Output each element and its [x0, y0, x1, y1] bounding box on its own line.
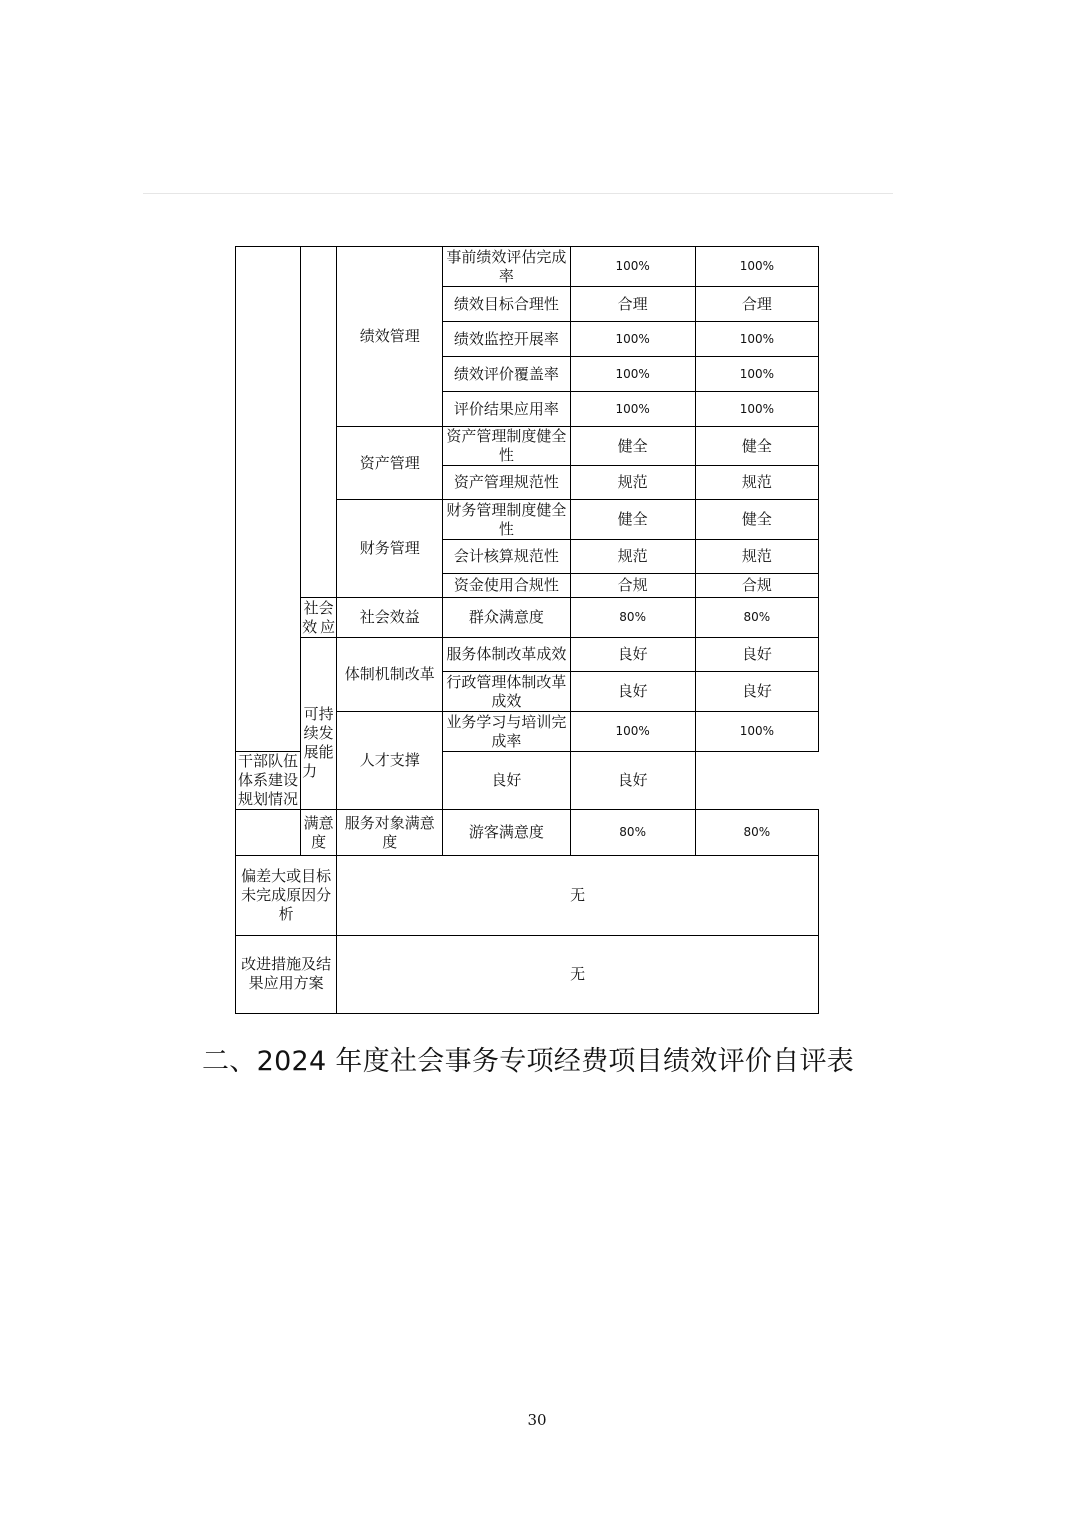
target-value-cell: 80% — [570, 810, 695, 856]
group-social-effect: 社会效应 — [302, 598, 336, 636]
actual-value-cell: 100% — [695, 357, 818, 392]
indicator-cell: 游客满意度 — [443, 810, 570, 856]
target-value-cell: 100% — [570, 247, 695, 287]
target-value-cell: 良好 — [570, 638, 695, 672]
table-row — [236, 598, 819, 638]
actual-value-cell: 合规 — [695, 574, 818, 598]
page-number: 30 — [527, 1411, 547, 1429]
indicator-cell: 资产管理规范性 — [443, 466, 570, 500]
actual-value-cell: 良好 — [570, 752, 695, 810]
actual-value-cell: 规范 — [695, 466, 818, 500]
actual-value-cell: 80% — [695, 598, 818, 638]
indicator-cell: 绩效监控开展率 — [443, 322, 570, 357]
page-top-divider — [143, 193, 893, 194]
target-value-cell: 健全 — [570, 427, 695, 466]
actual-value-cell: 良好 — [695, 638, 818, 672]
category-finance-management: 财务管理 — [337, 500, 443, 598]
target-value-cell: 100% — [570, 712, 695, 752]
target-value-cell: 100% — [570, 392, 695, 427]
group-sustainable-development: 可持续发展能力 — [301, 638, 337, 810]
improvement-plan-label: 改进措施及结果应用方案 — [236, 936, 337, 1014]
actual-value-cell: 100% — [695, 247, 818, 287]
actual-value-cell: 100% — [695, 322, 818, 357]
actual-value-cell: 良好 — [695, 672, 818, 712]
target-value-cell: 100% — [570, 357, 695, 392]
blank-satisfaction-cell — [236, 810, 301, 856]
indicator-cell: 财务管理制度健全性 — [443, 500, 570, 540]
category-social-benefit: 社会效益 — [337, 598, 443, 638]
target-value-cell: 100% — [570, 322, 695, 357]
deviation-analysis-row — [236, 856, 819, 936]
section-title: 二、2024 年度社会事务专项经费项目绩效评价自评表 — [202, 1046, 855, 1077]
indicator-cell: 服务体制改革成效 — [443, 638, 570, 672]
indicator-cell: 绩效评价覆盖率 — [443, 357, 570, 392]
target-value-cell: 规范 — [570, 540, 695, 574]
performance-evaluation-table — [235, 246, 819, 1014]
improvement-plan-value: 无 — [337, 936, 819, 1014]
actual-value-cell: 80% — [695, 810, 818, 856]
target-value-cell: 规范 — [570, 466, 695, 500]
category-institution-reform: 体制机制改革 — [337, 638, 443, 712]
indicator-cell: 行政管理体制改革成效 — [443, 672, 570, 712]
indicator-cell: 会计核算规范性 — [443, 540, 570, 574]
target-value-cell: 良好 — [443, 752, 570, 810]
actual-value-cell: 健全 — [695, 427, 818, 466]
indicator-cell: 群众满意度 — [443, 598, 570, 638]
target-value-cell: 健全 — [570, 500, 695, 540]
indicator-cell: 资金使用合规性 — [443, 574, 570, 598]
blank-level1-cell — [236, 247, 301, 752]
target-value-cell: 80% — [570, 598, 695, 638]
indicator-cell: 干部队伍体系建设规划情况 — [236, 752, 301, 810]
target-value-cell: 合规 — [570, 574, 695, 598]
table-row — [236, 247, 819, 287]
category-talent-support: 人才支撑 — [337, 712, 443, 810]
actual-value-cell: 健全 — [695, 500, 818, 540]
deviation-analysis-value: 无 — [337, 856, 819, 936]
indicator-cell: 评价结果应用率 — [443, 392, 570, 427]
table-row — [236, 810, 819, 856]
actual-value-cell: 规范 — [695, 540, 818, 574]
category-service-target-satisfaction: 服务对象满意度 — [337, 810, 443, 856]
actual-value-cell: 100% — [695, 392, 818, 427]
group-satisfaction: 满意度 — [301, 810, 337, 856]
improvement-plan-row — [236, 936, 819, 1014]
target-value-cell: 良好 — [570, 672, 695, 712]
indicator-cell: 事前绩效评估完成率 — [443, 247, 570, 287]
indicator-cell: 资产管理制度健全性 — [443, 427, 570, 466]
actual-value-cell: 合理 — [695, 287, 818, 322]
deviation-analysis-label: 偏差大或目标未完成原因分析 — [236, 856, 337, 936]
blank-level2-cell — [301, 247, 337, 598]
category-performance-management: 绩效管理 — [337, 247, 443, 427]
category-asset-management: 资产管理 — [337, 427, 443, 500]
actual-value-cell: 100% — [695, 712, 818, 752]
indicator-cell: 业务学习与培训完成率 — [443, 712, 570, 752]
indicator-cell: 绩效目标合理性 — [443, 287, 570, 322]
target-value-cell: 合理 — [570, 287, 695, 322]
table-row — [236, 638, 819, 672]
